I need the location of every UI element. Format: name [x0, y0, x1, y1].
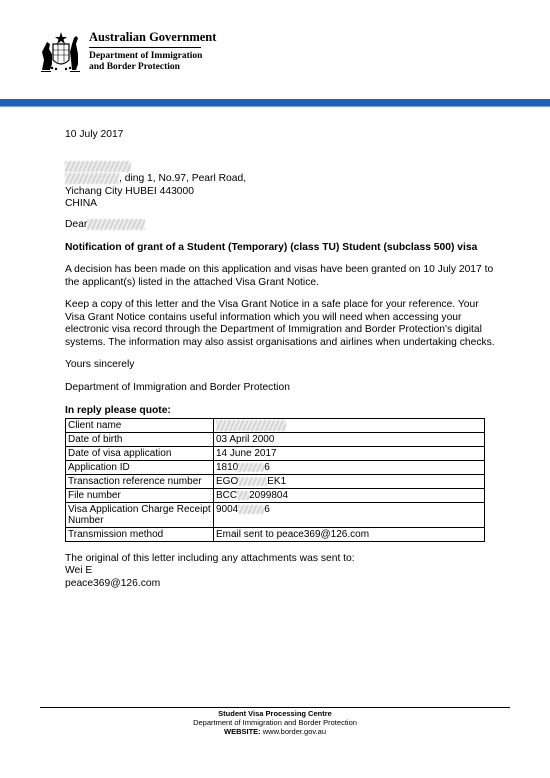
- redacted-text: [65, 161, 131, 172]
- redacted-text: [238, 477, 267, 486]
- value-suffix: 6: [264, 503, 270, 515]
- department-line-2: and Border Protection: [89, 62, 180, 72]
- paragraph-keep-copy: Keep a copy of this letter and the Visa Grant Notice in a safe place for your reference. Your Visa Grant Notice contains useful information which you will need when accessing your electronic visa record through the Department of Immigration and Border Protection's digital systems. The information may also assist organisations and airlines when undertaking checks.: [65, 299, 495, 348]
- footer-divider: [40, 707, 510, 708]
- closing: Yours sincerely: [65, 359, 135, 371]
- signatory: Department of Immigration and Border Protection: [65, 381, 290, 393]
- letter-subject: Notification of grant of a Student (Temporary) (class TU) Student (subclass 500) visa: [65, 241, 478, 253]
- row-label: Client name: [66, 418, 214, 432]
- row-value: [214, 488, 485, 502]
- salutation: [65, 219, 495, 232]
- header-divider: [89, 47, 201, 48]
- row-label: File number: [66, 488, 214, 502]
- table-row: [66, 418, 485, 432]
- redacted-text: [238, 463, 264, 472]
- row-label: Visa Application Charge Receipt Number: [66, 502, 214, 527]
- government-name: Australian Government: [89, 30, 217, 44]
- redacted-text: [238, 505, 264, 514]
- footer-department: Department of Immigration and Border Protection: [193, 718, 357, 727]
- sent-to-name: Wei E: [65, 565, 93, 577]
- letter-footer: [40, 709, 510, 736]
- value-suffix: 6: [264, 461, 270, 473]
- table-row: [66, 474, 485, 488]
- address-line-2: Yichang City HUBEI 443000: [65, 185, 194, 197]
- recipient-name: [65, 161, 495, 174]
- value-prefix: EGO: [216, 475, 239, 487]
- department-line-1: Department of Immigration: [89, 51, 203, 61]
- letter-date: 10 July 2017: [65, 129, 124, 140]
- address-line-1: [65, 173, 495, 186]
- row-value: [214, 418, 485, 432]
- value-prefix: 9004: [216, 503, 239, 515]
- footer-website-label: WEBSITE:: [224, 727, 261, 736]
- paragraph-decision: A decision has been made on this application and visas have been granted on 10 July 2017 to the applicant(s) listed in the attached Visa Grant Notice.: [65, 264, 494, 288]
- sent-to-email: peace369@126.com: [65, 577, 161, 589]
- reference-table: [65, 418, 485, 542]
- government-identity: [89, 30, 289, 73]
- header-accent-line: [0, 106, 550, 107]
- value-suffix: 2099804: [249, 489, 289, 501]
- table-row: [66, 432, 485, 446]
- address-line-1-text: , ding 1, No.97, Pearl Road,: [119, 173, 247, 185]
- table-row: [66, 460, 485, 474]
- row-value: [214, 474, 485, 488]
- coat-of-arms-icon: [38, 30, 84, 74]
- row-label: Transmission method: [66, 527, 214, 541]
- redacted-text: [65, 173, 119, 184]
- salutation-text: Dear: [65, 219, 88, 231]
- sent-to-intro: The original of this letter including any attachments was sent to:: [65, 552, 355, 564]
- letter-body: [65, 129, 495, 590]
- footer-centre-name: Student Visa Processing Centre: [218, 709, 332, 718]
- value-suffix: EK1: [267, 475, 287, 487]
- table-row: [66, 527, 485, 541]
- row-label: Application ID: [66, 460, 214, 474]
- table-row: [66, 502, 485, 527]
- redacted-text: [216, 420, 286, 431]
- footer-website-link: www.border.gov.au: [262, 727, 326, 736]
- address-line-3: CHINA: [65, 198, 98, 210]
- value-prefix: BCC: [216, 489, 238, 501]
- footer-website: [40, 727, 510, 736]
- redacted-text: [87, 219, 145, 230]
- row-value: Email sent to peace369@126.com: [214, 527, 485, 541]
- row-label: Date of visa application: [66, 446, 214, 460]
- row-label: Date of birth: [66, 432, 214, 446]
- header-accent-bar: [0, 99, 550, 106]
- row-value: [214, 502, 485, 527]
- table-row: [66, 488, 485, 502]
- row-value: 14 June 2017: [214, 446, 485, 460]
- quote-heading: In reply please quote:: [65, 405, 171, 417]
- table-row: [66, 446, 485, 460]
- row-value: [214, 460, 485, 474]
- row-label: Transaction reference number: [66, 474, 214, 488]
- value-prefix: 1810: [216, 461, 239, 473]
- row-value: 03 April 2000: [214, 432, 485, 446]
- redacted-text: [237, 491, 249, 500]
